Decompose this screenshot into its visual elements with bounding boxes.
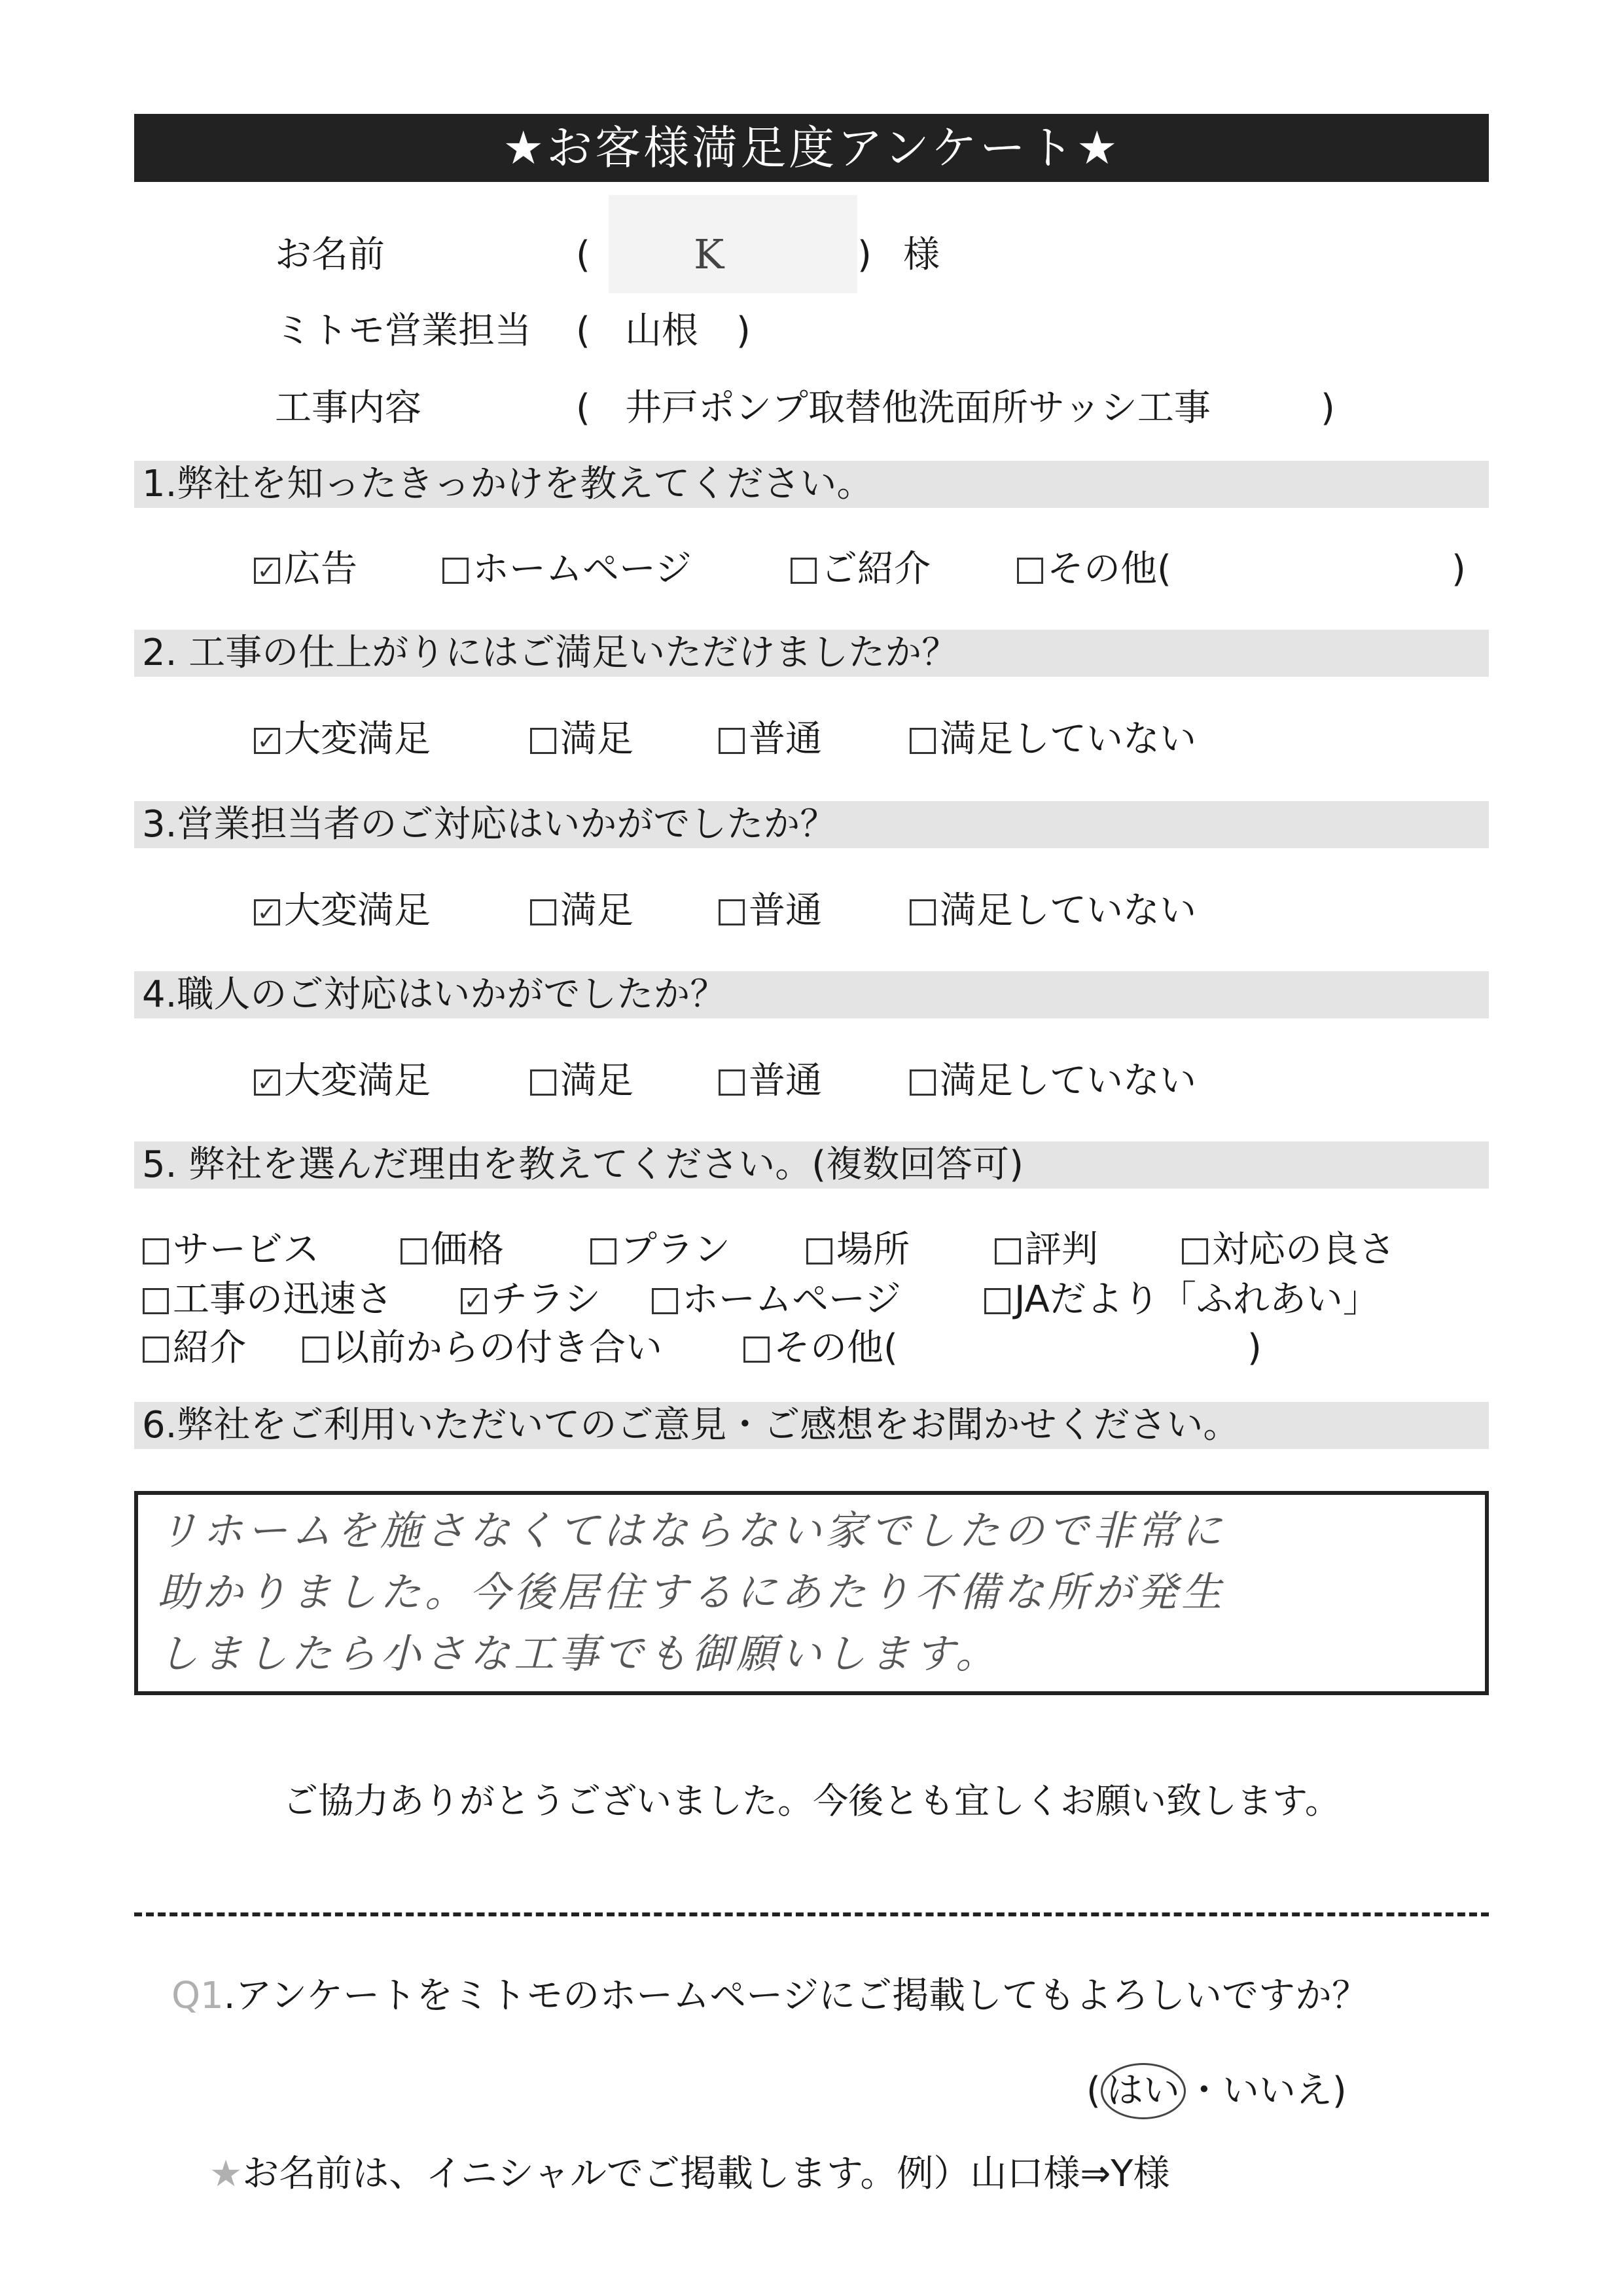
question-6: 6.弊社をご利用いただいてのご意見・ご感想をお聞かせください。	[134, 1402, 1489, 1449]
checkbox-checked[interactable]	[254, 558, 280, 584]
checkbox[interactable]	[302, 1336, 329, 1363]
q5-option-plan[interactable]: プラン	[590, 1224, 730, 1276]
sales-row	[0, 305, 1623, 357]
q2-option-satisfied[interactable]: 満足	[530, 713, 633, 766]
q4-option-very-satisfied[interactable]: ✓大変満足	[254, 1055, 431, 1107]
q5-option-location[interactable]: 場所	[806, 1224, 910, 1276]
q1-other-close: )	[1452, 548, 1466, 590]
q3-option-not-satisfied[interactable]: 満足していない	[910, 885, 1196, 937]
q2-option-normal[interactable]: 普通	[719, 713, 822, 766]
name-paren-open: (	[576, 234, 590, 276]
checkbox[interactable]	[530, 899, 556, 925]
name-value: K	[694, 230, 728, 278]
checkbox[interactable]	[652, 1288, 678, 1314]
checkbox[interactable]	[143, 1238, 169, 1265]
name-paren-close: )	[857, 234, 872, 276]
work-paren-close: )	[1321, 387, 1335, 429]
question-2: 2. 工事の仕上がりにはご満足いただけましたか？	[134, 630, 1489, 677]
consent-answer: ( はい ・いいえ)	[1086, 2063, 1347, 2119]
q5-option-existing-relationship[interactable]: 以前からの付き合い	[302, 1322, 662, 1374]
star-icon: ★	[209, 2153, 243, 2195]
initials-note	[209, 2148, 1170, 2200]
checkbox[interactable]	[995, 1238, 1021, 1265]
initials-note-text: お名前は、イニシャルでご掲載します。例）山口様⇒Y様	[242, 2153, 1170, 2195]
q3-option-normal[interactable]: 普通	[719, 885, 822, 937]
sales-label: ミトモ営業担当	[275, 310, 531, 352]
checkbox[interactable]	[719, 728, 745, 754]
q1-option-homepage[interactable]: ホームページ	[442, 543, 692, 596]
q1-option-ad[interactable]: ✓広告	[254, 543, 357, 596]
comment-line-3: しましたら小さな工事でも御願いします。	[158, 1630, 1001, 1677]
checkbox[interactable]	[910, 1069, 936, 1096]
consent-q-label: Q1	[171, 1975, 224, 2017]
name-label: お名前	[275, 234, 385, 276]
checkbox[interactable]	[590, 1238, 616, 1265]
work-paren-open: (	[576, 387, 590, 429]
q2-option-not-satisfied[interactable]: 満足していない	[910, 713, 1196, 766]
q5-option-homepage[interactable]: ホームページ	[652, 1274, 901, 1326]
thanks-message: ご協力ありがとうございました。今後とも宜しくお願い致します。	[283, 1780, 1340, 1821]
sales-paren-open: (	[576, 310, 590, 352]
comment-line-2: 助かりました。今後居住するにあたり不備な所が発生	[158, 1568, 1226, 1616]
q5-option-ja-newsletter[interactable]: JAだより「ふれあい」	[984, 1274, 1380, 1326]
name-row	[0, 229, 1623, 281]
q5-option-price[interactable]: 価格	[401, 1224, 504, 1276]
question-3: 3.営業担当者のご対応はいかがでしたか？	[134, 801, 1489, 848]
survey-title: ★お客様満足度アンケート★	[134, 114, 1489, 182]
q1-option-referral[interactable]: ご紹介	[791, 543, 931, 596]
checkbox[interactable]	[401, 1238, 427, 1265]
q5-option-referral[interactable]: 紹介	[143, 1322, 246, 1374]
sales-value: 山根	[625, 310, 698, 352]
question-5: 5. 弊社を選んだ理由を教えてください。(複数回答可)	[134, 1141, 1489, 1189]
checkbox[interactable]	[1182, 1238, 1208, 1265]
checkbox[interactable]	[743, 1336, 770, 1363]
checkbox[interactable]	[719, 1069, 745, 1096]
q2-option-very-satisfied[interactable]: ✓大変満足	[254, 713, 431, 766]
work-value: 井戸ポンプ取替他洗面所サッシ工事	[625, 387, 1211, 429]
checkbox-checked[interactable]	[254, 899, 280, 925]
checkbox[interactable]	[143, 1288, 169, 1314]
work-label: 工事内容	[275, 387, 421, 429]
checkbox[interactable]	[143, 1336, 169, 1363]
checkbox[interactable]	[984, 1288, 1010, 1314]
comment-box[interactable]	[134, 1491, 1489, 1695]
dashed-divider	[134, 1912, 1489, 1916]
q4-option-satisfied[interactable]: 満足	[530, 1055, 633, 1107]
consent-answer-yes[interactable]: はい	[1101, 2063, 1186, 2119]
checkbox[interactable]	[791, 558, 817, 584]
consent-answer-no[interactable]: いいえ	[1222, 2070, 1332, 2112]
checkbox[interactable]	[719, 899, 745, 925]
q5-option-speed[interactable]: 工事の迅速さ	[143, 1274, 393, 1326]
question-1: 1.弊社を知ったきっかけを教えてください。	[134, 461, 1489, 508]
checkbox[interactable]	[530, 728, 556, 754]
name-suffix: 様	[903, 234, 940, 276]
q5-option-service[interactable]: サービス	[143, 1224, 319, 1276]
checkbox[interactable]	[806, 1238, 832, 1265]
checkbox[interactable]	[910, 728, 936, 754]
q5-other-close: )	[1247, 1327, 1262, 1369]
work-row	[0, 382, 1623, 435]
q5-option-other[interactable]: その他(	[743, 1322, 898, 1374]
question-4: 4.職人のご対応はいかがでしたか？	[134, 971, 1489, 1018]
sales-paren-close: )	[736, 310, 751, 352]
checkbox[interactable]	[910, 899, 936, 925]
q3-option-very-satisfied[interactable]: ✓大変満足	[254, 885, 431, 937]
checkbox-checked[interactable]	[254, 1069, 280, 1096]
checkbox-checked[interactable]	[461, 1288, 487, 1314]
q5-option-reputation[interactable]: 評判	[995, 1224, 1098, 1276]
q4-option-not-satisfied[interactable]: 満足していない	[910, 1055, 1196, 1107]
checkbox[interactable]	[530, 1069, 556, 1096]
checkbox-checked[interactable]	[254, 728, 280, 754]
q5-option-good-response[interactable]: 対応の良さ	[1182, 1224, 1395, 1276]
checkbox[interactable]	[1017, 558, 1043, 584]
q5-option-flyer[interactable]: ✓ チラシ	[461, 1274, 601, 1326]
checkbox[interactable]	[442, 558, 469, 584]
q1-option-other[interactable]: その他(	[1017, 543, 1171, 596]
consent-question	[171, 1970, 1368, 2022]
consent-q-text: .アンケートをミトモのホームページにご掲載してもよろしいですか？	[223, 1975, 1369, 2017]
comment-line-1: リホームを施さなくてはならない家でしたので非常に	[158, 1507, 1226, 1554]
q3-option-satisfied[interactable]: 満足	[530, 885, 633, 937]
q4-option-normal[interactable]: 普通	[719, 1055, 822, 1107]
